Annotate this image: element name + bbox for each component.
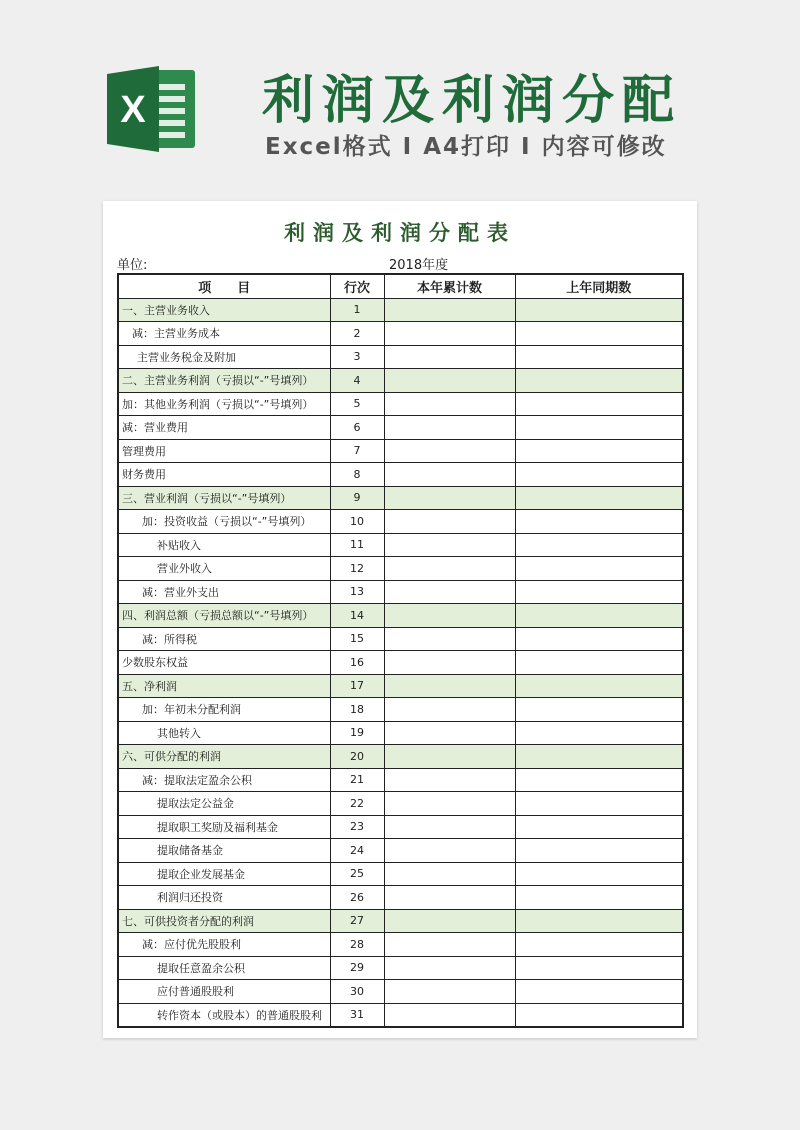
- prior-year-cell[interactable]: [515, 627, 683, 651]
- current-year-cell[interactable]: [384, 980, 515, 1004]
- current-year-cell[interactable]: [384, 862, 515, 886]
- row-number: 12: [330, 557, 384, 581]
- prior-year-cell[interactable]: [515, 416, 683, 440]
- row-number: 17: [330, 674, 384, 698]
- table-row: [118, 322, 683, 346]
- row-label: 应付普通股股利: [118, 980, 330, 1004]
- spreadsheet-page: [103, 201, 697, 1038]
- prior-year-cell[interactable]: [515, 510, 683, 534]
- prior-year-cell[interactable]: [515, 815, 683, 839]
- row-label: 提取法定公益金: [118, 792, 330, 816]
- prior-year-cell[interactable]: [515, 886, 683, 910]
- table-row: [118, 933, 683, 957]
- row-label: 加：年初未分配利润: [118, 698, 330, 722]
- row-number: 21: [330, 768, 384, 792]
- row-label: 减：营业费用: [118, 416, 330, 440]
- prior-year-cell[interactable]: [515, 839, 683, 863]
- prior-year-cell[interactable]: [515, 439, 683, 463]
- profit-table: [117, 273, 684, 1028]
- table-row: [118, 886, 683, 910]
- row-label: 六、可供分配的利润: [118, 745, 330, 769]
- table-row: [118, 674, 683, 698]
- current-year-cell[interactable]: [384, 557, 515, 581]
- table-row: [118, 298, 683, 322]
- table-row: [118, 698, 683, 722]
- sheet-title: 利润及利润分配表: [284, 221, 516, 245]
- row-label: 减：所得税: [118, 627, 330, 651]
- prior-year-cell[interactable]: [515, 768, 683, 792]
- svg-text:X: X: [120, 89, 146, 131]
- current-year-cell[interactable]: [384, 698, 515, 722]
- prior-year-cell[interactable]: [515, 486, 683, 510]
- prior-year-cell[interactable]: [515, 698, 683, 722]
- row-label: 利润归还投资: [118, 886, 330, 910]
- table-row: [118, 721, 683, 745]
- current-year-cell[interactable]: [384, 933, 515, 957]
- current-year-cell[interactable]: [384, 298, 515, 322]
- row-number: 7: [330, 439, 384, 463]
- row-label: 加：投资收益（亏损以“-”号填列）: [118, 510, 330, 534]
- current-year-cell[interactable]: [384, 369, 515, 393]
- row-number: 24: [330, 839, 384, 863]
- row-label: 二、主营业务利润（亏损以“-”号填列）: [118, 369, 330, 393]
- column-header-item: 项 目: [118, 274, 330, 298]
- unit-label: 单位:: [117, 258, 148, 273]
- table-row: [118, 862, 683, 886]
- table-row: [118, 604, 683, 628]
- current-year-cell[interactable]: [384, 815, 515, 839]
- row-label: 提取任意盈余公积: [118, 956, 330, 980]
- row-number: 25: [330, 862, 384, 886]
- table-header-row: [118, 274, 683, 298]
- row-number: 27: [330, 909, 384, 933]
- column-header-current: 本年累计数: [384, 274, 515, 298]
- row-label: 提取企业发展基金: [118, 862, 330, 886]
- row-label: 减：主营业务成本: [118, 322, 330, 346]
- row-label: 七、可供投资者分配的利润: [118, 909, 330, 933]
- row-number: 10: [330, 510, 384, 534]
- row-number: 4: [330, 369, 384, 393]
- table-row: [118, 651, 683, 675]
- excel-logo-icon: [103, 60, 199, 156]
- row-label: 减：提取法定盈余公积: [118, 768, 330, 792]
- row-number: 18: [330, 698, 384, 722]
- current-year-cell[interactable]: [384, 674, 515, 698]
- row-number: 14: [330, 604, 384, 628]
- current-year-cell[interactable]: [384, 345, 515, 369]
- row-number: 23: [330, 815, 384, 839]
- row-label: 四、利润总额（亏损总额以“-”号填列）: [118, 604, 330, 628]
- row-number: 6: [330, 416, 384, 440]
- row-number: 8: [330, 463, 384, 487]
- current-year-cell[interactable]: [384, 956, 515, 980]
- prior-year-cell[interactable]: [515, 745, 683, 769]
- table-row: [118, 557, 683, 581]
- row-label: 提取职工奖励及福利基金: [118, 815, 330, 839]
- prior-year-cell[interactable]: [515, 604, 683, 628]
- row-number: 19: [330, 721, 384, 745]
- table-row: [118, 627, 683, 651]
- current-year-cell[interactable]: [384, 886, 515, 910]
- current-year-cell[interactable]: [384, 580, 515, 604]
- prior-year-cell[interactable]: [515, 956, 683, 980]
- row-number: 2: [330, 322, 384, 346]
- table-row: [118, 369, 683, 393]
- row-label: 营业外收入: [118, 557, 330, 581]
- column-header-prior: 上年同期数: [515, 274, 683, 298]
- header-banner: [0, 0, 800, 190]
- table-row: [118, 839, 683, 863]
- current-year-cell[interactable]: [384, 486, 515, 510]
- table-row: [118, 533, 683, 557]
- table-row: [118, 768, 683, 792]
- prior-year-cell[interactable]: [515, 980, 683, 1004]
- row-label: 其他转入: [118, 721, 330, 745]
- row-number: 13: [330, 580, 384, 604]
- prior-year-cell[interactable]: [515, 298, 683, 322]
- prior-year-cell[interactable]: [515, 792, 683, 816]
- table-row: [118, 792, 683, 816]
- table-row: [118, 486, 683, 510]
- table-row: [118, 510, 683, 534]
- row-number: 1: [330, 298, 384, 322]
- row-number: 5: [330, 392, 384, 416]
- row-label: 主营业务税金及附加: [118, 345, 330, 369]
- current-year-cell[interactable]: [384, 768, 515, 792]
- table-row: [118, 416, 683, 440]
- row-number: 31: [330, 1003, 384, 1027]
- prior-year-cell[interactable]: [515, 322, 683, 346]
- row-label: 提取储备基金: [118, 839, 330, 863]
- current-year-cell[interactable]: [384, 416, 515, 440]
- row-label: 加：其他业务利润（亏损以“-”号填列）: [118, 392, 330, 416]
- current-year-cell[interactable]: [384, 604, 515, 628]
- current-year-cell[interactable]: [384, 1003, 515, 1027]
- current-year-cell[interactable]: [384, 909, 515, 933]
- row-number: 30: [330, 980, 384, 1004]
- current-year-cell[interactable]: [384, 322, 515, 346]
- current-year-cell[interactable]: [384, 651, 515, 675]
- row-label: 五、净利润: [118, 674, 330, 698]
- table-row: [118, 980, 683, 1004]
- row-label: 补贴收入: [118, 533, 330, 557]
- current-year-cell[interactable]: [384, 392, 515, 416]
- prior-year-cell[interactable]: [515, 933, 683, 957]
- row-label: 管理费用: [118, 439, 330, 463]
- prior-year-cell[interactable]: [515, 345, 683, 369]
- row-label: 财务费用: [118, 463, 330, 487]
- prior-year-cell[interactable]: [515, 392, 683, 416]
- current-year-cell[interactable]: [384, 721, 515, 745]
- table-row: [118, 463, 683, 487]
- row-label: 三、营业利润（亏损以“-”号填列）: [118, 486, 330, 510]
- row-number: 28: [330, 933, 384, 957]
- row-label: 减：应付优先股股利: [118, 933, 330, 957]
- current-year-cell[interactable]: [384, 839, 515, 863]
- row-number: 29: [330, 956, 384, 980]
- table-row: [118, 909, 683, 933]
- row-number: 9: [330, 486, 384, 510]
- current-year-cell[interactable]: [384, 510, 515, 534]
- row-number: 16: [330, 651, 384, 675]
- table-row: [118, 345, 683, 369]
- prior-year-cell[interactable]: [515, 557, 683, 581]
- current-year-cell[interactable]: [384, 533, 515, 557]
- table-row: [118, 439, 683, 463]
- prior-year-cell[interactable]: [515, 721, 683, 745]
- row-label: 一、主营业务收入: [118, 298, 330, 322]
- year-label: 2018年度: [389, 258, 449, 273]
- row-number: 3: [330, 345, 384, 369]
- prior-year-cell[interactable]: [515, 463, 683, 487]
- table-row: [118, 956, 683, 980]
- row-number: 26: [330, 886, 384, 910]
- prior-year-cell[interactable]: [515, 533, 683, 557]
- prior-year-cell[interactable]: [515, 909, 683, 933]
- prior-year-cell[interactable]: [515, 651, 683, 675]
- table-row: [118, 815, 683, 839]
- column-header-line: 行次: [330, 274, 384, 298]
- table-row: [118, 1003, 683, 1027]
- row-number: 11: [330, 533, 384, 557]
- table-row: [118, 745, 683, 769]
- prior-year-cell[interactable]: [515, 1003, 683, 1027]
- row-number: 15: [330, 627, 384, 651]
- current-year-cell[interactable]: [384, 627, 515, 651]
- table-row: [118, 580, 683, 604]
- row-number: 22: [330, 792, 384, 816]
- row-label: 少数股东权益: [118, 651, 330, 675]
- row-label: 减：营业外支出: [118, 580, 330, 604]
- page-title: 利润及利润分配: [262, 71, 683, 131]
- row-label: 转作资本（或股本）的普通股股利: [118, 1003, 330, 1027]
- page-subtitle: Excel格式 I A4打印 I 内容可修改: [265, 134, 667, 160]
- row-number: 20: [330, 745, 384, 769]
- prior-year-cell[interactable]: [515, 862, 683, 886]
- prior-year-cell[interactable]: [515, 580, 683, 604]
- current-year-cell[interactable]: [384, 463, 515, 487]
- current-year-cell[interactable]: [384, 792, 515, 816]
- prior-year-cell[interactable]: [515, 674, 683, 698]
- current-year-cell[interactable]: [384, 745, 515, 769]
- table-row: [118, 392, 683, 416]
- prior-year-cell[interactable]: [515, 369, 683, 393]
- current-year-cell[interactable]: [384, 439, 515, 463]
